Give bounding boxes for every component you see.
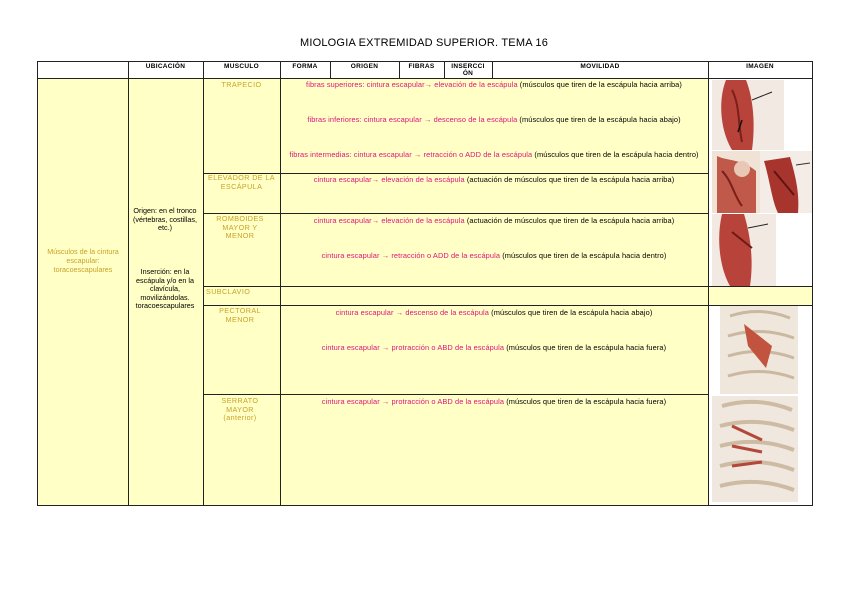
trapecio-image: [712, 80, 784, 150]
header-musculo: MUSCULO: [224, 63, 259, 70]
header-ubicacion: UBICACIÓN: [145, 63, 186, 70]
group-cell: [37, 78, 128, 505]
header-insercion: INSERCCI ÓN: [451, 63, 485, 77]
mov-trapecio-intermedias: fibras intermedias: cintura escapular → retracción o ADD de la escápula (músculos que tiren de la escápula hacia dentro): [289, 150, 699, 159]
page-title: MIOLOGIA EXTREMIDAD SUPERIOR. TEMA 16: [299, 37, 549, 49]
header-imagen: IMAGEN: [746, 63, 774, 70]
mov-serrato-protraccion: cintura escapular → protracción o ABD de la escápula (músculos que tiren de la escápula hacia fuera): [321, 397, 667, 406]
elevador-image-2: [760, 151, 812, 213]
mov-romboides-retraccion: cintura escapular → retracción o ADD de la escápula (músculos que tiren de la escápula hacia dentro): [321, 251, 667, 260]
ubicacion-insercion: Inserción: en la escápula y/o en la clavícula, movilizándolas. toracoescapulares: [135, 267, 195, 310]
mov-romboides-elevacion: cintura escapular→ elevación de la escápula (actuación de músculos que tiren de la escápula hacia arriba): [313, 216, 675, 225]
muscle-elevador: ELEVADOR DE LA ESCÁPULA: [208, 173, 275, 191]
mov-elevador: cintura escapular→ elevación de la escápula (actuación de músculos que tiren de la escápula hacia arriba): [313, 175, 675, 184]
header-origen: ORIGEN: [350, 63, 379, 70]
muscle-pectoral: PECTORAL MENOR: [219, 306, 261, 324]
elevador-image-1: [712, 151, 760, 213]
mov-trapecio-superiores: fibras superiores: cintura escapular→ elevación de la escápula (músculos que tiren de la escápula hacia arriba): [306, 80, 682, 89]
header-fibras: FIBRAS: [408, 63, 435, 70]
mov-pectoral-descenso: cintura escapular → descenso de la escápula (músculos que tiren de la escápula hacia abajo): [335, 308, 653, 317]
muscle-trapecio: TRAPECIO: [221, 80, 262, 89]
pectoral-image: [720, 306, 798, 394]
header-forma: FORMA: [292, 63, 318, 70]
muscle-serrato: SERRATO MAYOR (anterior): [221, 396, 259, 422]
group-label: Músculos de la cintura escapular: toracoescapulares: [47, 247, 119, 274]
movilidad-col-cell: [280, 78, 708, 505]
serrato-image: [712, 396, 798, 502]
mov-trapecio-inferiores: fibras inferiores: cintura escapular → descenso de la escápula (músculos que tiren de la escápula hacia abajo): [307, 115, 681, 124]
muscle-romboides: ROMBOIDES MAYOR Y MENOR: [216, 214, 264, 240]
muscle-subclavio: SUBCLAVIO: [206, 287, 251, 296]
ubicacion-origen: Origen: en el tronco (vértebras, costillas, etc.): [133, 206, 197, 232]
romboides-image: [712, 214, 776, 286]
image-col-cell: [708, 286, 813, 305]
mov-pectoral-protraccion: cintura escapular → protracción o ABD de la escápula (músculos que tiren de la escápula hacia fuera): [321, 343, 667, 352]
header-movilidad: MOVILIDAD: [580, 63, 620, 70]
